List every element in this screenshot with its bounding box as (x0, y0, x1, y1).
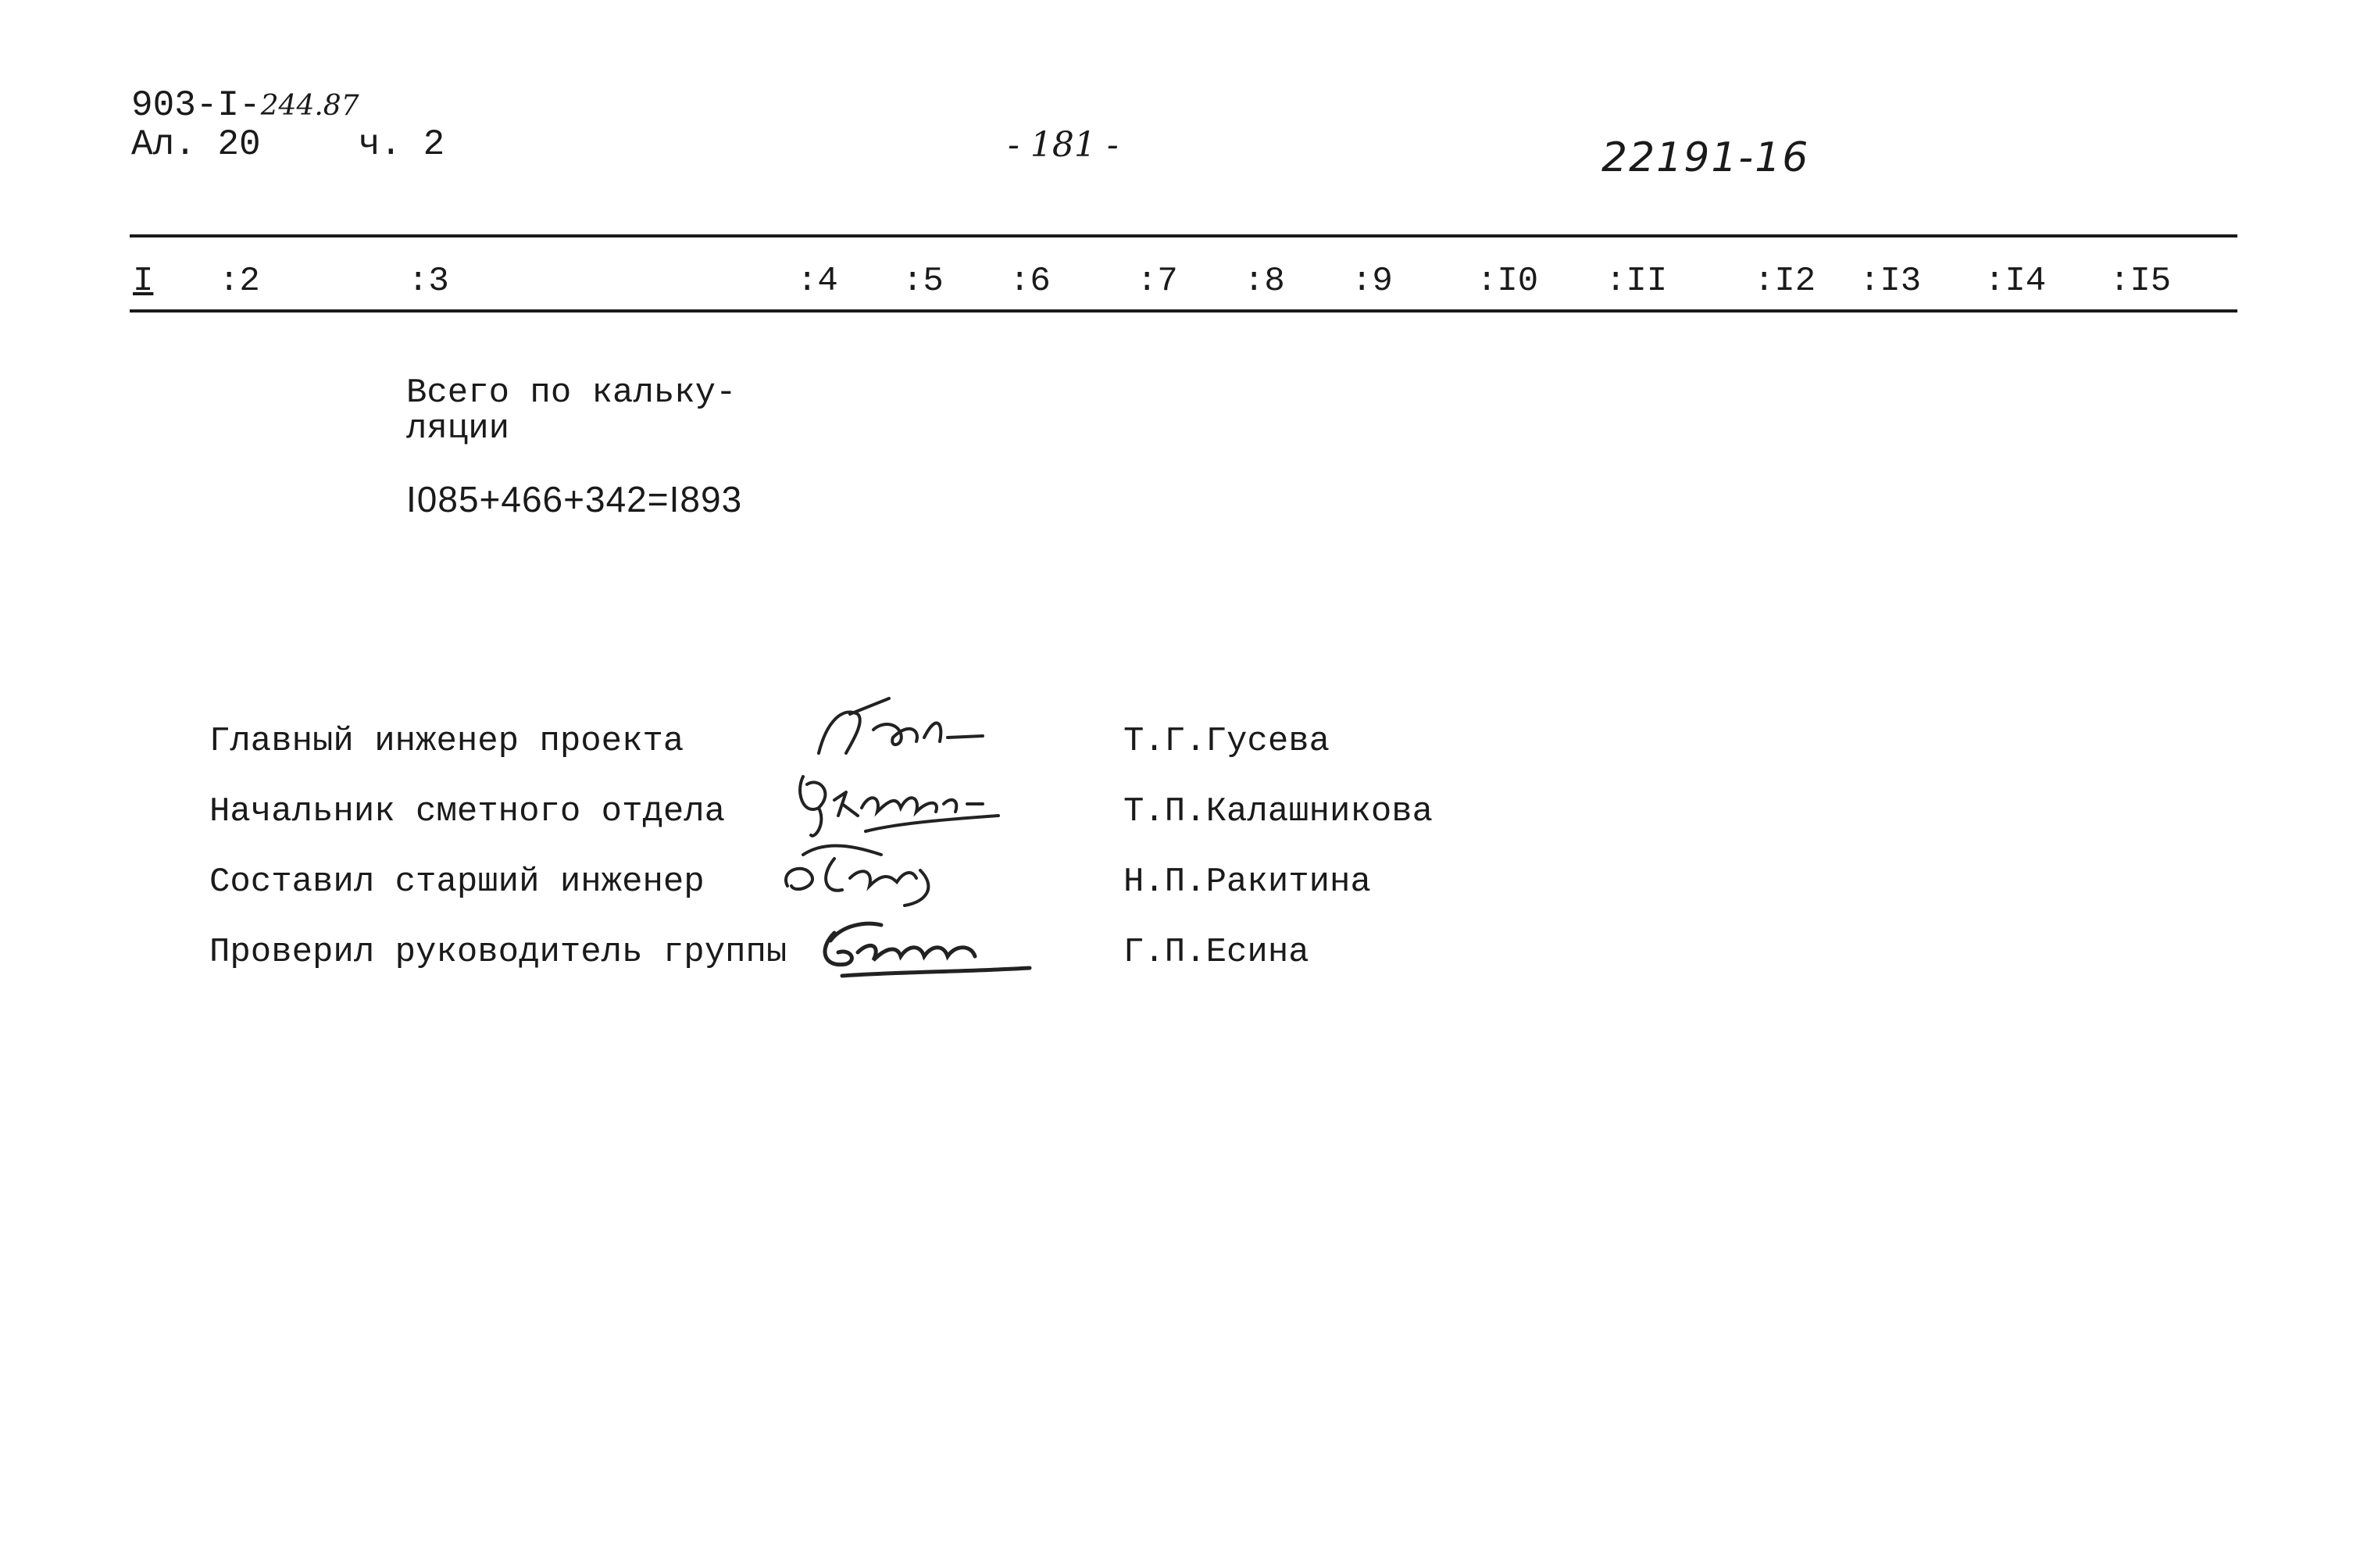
signature-title: Главный инженер проекта (209, 722, 684, 761)
signatory-name: Г.П.Есина (1123, 933, 1309, 972)
total-formula: I085+466+342=I893 (406, 479, 743, 520)
column-index-2: :2 (219, 262, 260, 301)
column-index-12: :I2 (1754, 262, 1816, 301)
part-number: ч. 2 (358, 124, 445, 165)
document-code-handwritten: 244.87 (260, 90, 359, 122)
signatory-name: Н.П.Ракитина (1123, 863, 1371, 902)
signatory-name: Т.Г.Гусева (1123, 722, 1330, 761)
page-number: - 181 - (1008, 125, 1119, 165)
total-label-line-2: ляции (406, 409, 510, 449)
column-index-13: :I3 (1859, 262, 1922, 301)
table-rule-top (130, 234, 2237, 238)
column-index-3: :3 (408, 262, 449, 301)
column-index-14: :I4 (1984, 262, 2047, 301)
signature-row (209, 933, 1616, 995)
total-label (406, 375, 736, 447)
document-number: 22191-16 (1601, 134, 1810, 181)
column-index-6: :6 (1009, 262, 1051, 301)
column-index-7: :7 (1137, 262, 1178, 301)
column-index-10: :I0 (1476, 262, 1539, 301)
sheet-info (131, 124, 445, 165)
column-index-4: :4 (797, 262, 838, 301)
total-label-line-1: Всего по кальку- (406, 373, 737, 413)
signature-title: Проверил руководитель группы (209, 933, 787, 972)
document-code-prefix: 903-I- (131, 85, 261, 126)
signature-title: Начальник сметного отдела (209, 792, 726, 831)
handwritten-signature-4 (772, 902, 1100, 988)
document-code (131, 85, 359, 126)
column-index-5: :5 (902, 262, 944, 301)
signatory-name: Т.П.Калашникова (1123, 792, 1434, 831)
column-index-9: :9 (1351, 262, 1393, 301)
column-index-8: :8 (1244, 262, 1285, 301)
table-rule-bottom (130, 309, 2237, 313)
column-index-11: :II (1605, 262, 1668, 301)
column-index-15: :I5 (2109, 262, 2172, 301)
signature-title: Составил старший инженер (209, 863, 705, 902)
album-number: Ал. 20 (131, 124, 261, 165)
column-index-1: I (133, 262, 154, 301)
